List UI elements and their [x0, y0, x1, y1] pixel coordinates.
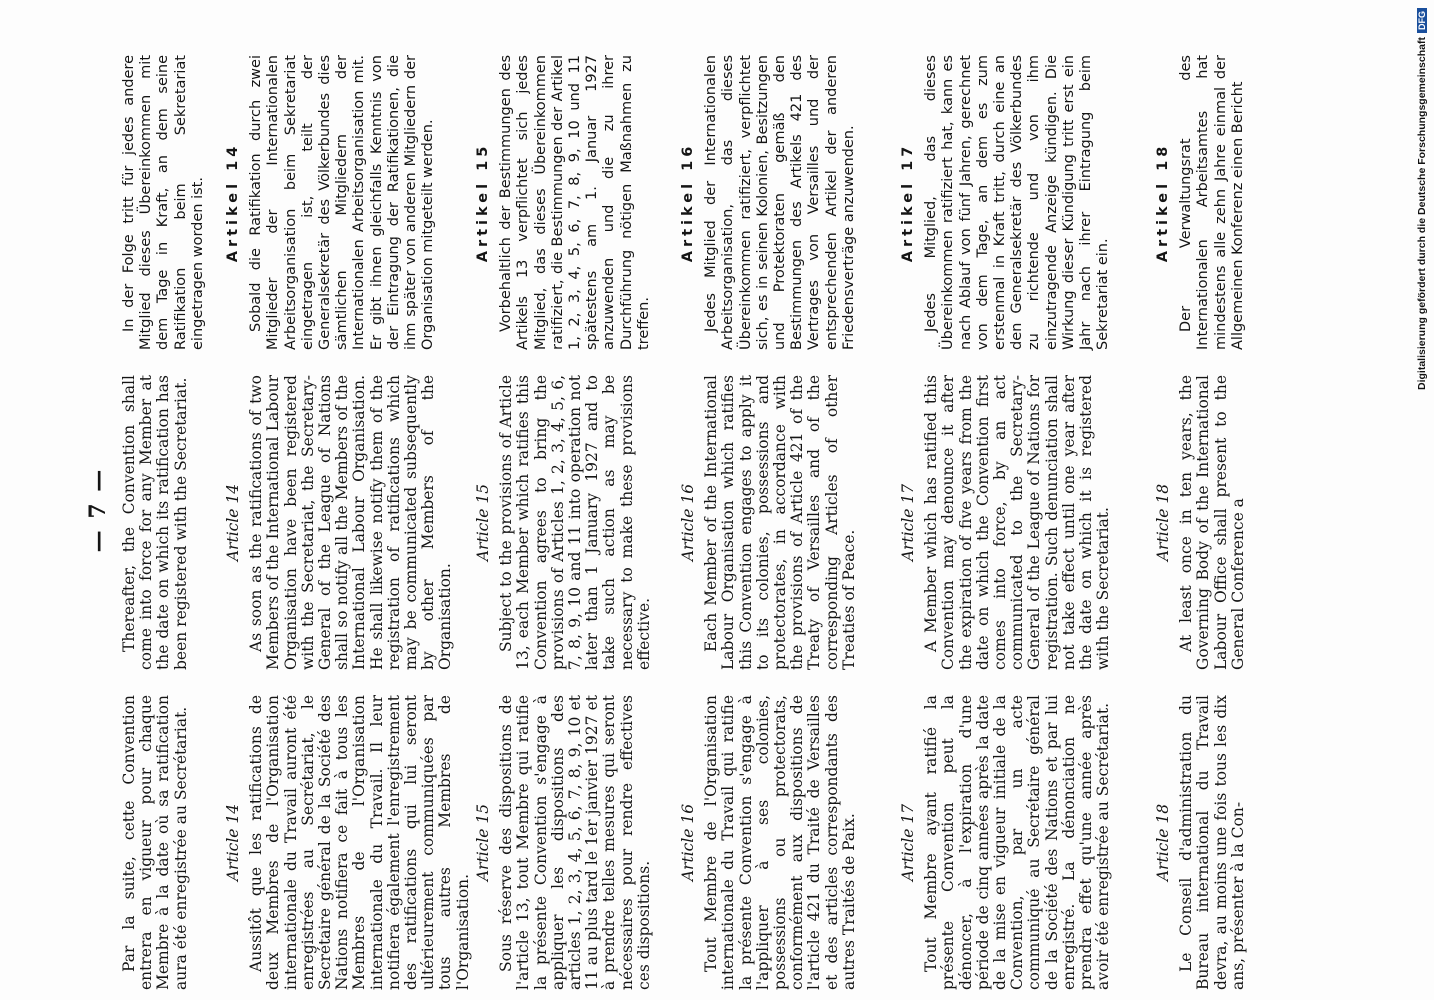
german-column	[225, 55, 437, 350]
english-column	[225, 375, 455, 670]
german-column	[900, 55, 1112, 350]
german-column	[680, 55, 858, 350]
article-heading: Article 15	[474, 803, 492, 882]
section-text: A Member which has ratified this Convention may denounce it after the expiration of five years from the date on which the Convention first comes into force, by an act communicated to the Secretary-General of the League of Nations for registration. Such denunciation shall not take effect until one year after the date on which it is registered with the Secretariat.	[922, 375, 1113, 670]
article-heading: Artikel 17	[900, 142, 916, 263]
section-text: At least once in ten years, the Governing Body of the International Labour Office shall present to the General Conference a	[1177, 375, 1247, 670]
dfg-logo: DFG	[1417, 8, 1427, 33]
digitization-credit	[1416, 10, 1432, 390]
english-column	[121, 375, 190, 670]
section-text: Tout Membre de l'Organisation internationale du Travail qui ratifie la présente Convention s'engage à l'appliquer à ses colonies, possessions ou protectorats, conformément aux dispositions de l'article 421 du Traité de Versailles et des articles correspondants des autres Traités de Paix.	[702, 695, 858, 990]
section-text: Thereafter, the Convention shall come into force for any Member at the date on which its ratification has been registered with the Secretariat.	[120, 375, 190, 670]
article-heading: Article 14	[224, 483, 242, 562]
article-heading: Artikel 15	[475, 142, 491, 263]
french-column	[225, 695, 472, 990]
section-text: Le Conseil d'administration du Bureau international du Travail devra, au moins une fois tous les dix ans, présenter à la Con-	[1177, 695, 1247, 990]
section-text: Jedes Mitglied der Internationalen Arbeitsorganisation, das dieses Übereinkommen ratifiziert, verpflichtet sich, es in seinen Kolonien, Besitzungen und Protektoraten gemäß den Bestimmungen des Artikels 421 des Vertrages von Versailles und der entsprechenden Artikel der anderen Friedensverträge anzuwenden.	[703, 55, 857, 350]
french-column	[121, 695, 190, 990]
english-column	[1155, 375, 1247, 670]
section-text: Der Verwaltungsrat des Internationalen Arbeitsamtes hat mindestens alle zehn Jahre einmal der Allgemeinen Konferenz einen Bericht	[1178, 55, 1246, 350]
english-column	[680, 375, 858, 670]
article-heading: Article 18	[1154, 803, 1172, 882]
article-heading: Article 17	[899, 483, 917, 562]
section-text: Aussitôt que les ratifications de deux Membres de l'Organisation internationale du Travail auront été enregistrées au Secrétariat, le Secrétaire général de la Société des Nations notifiera ce fait à tous les Membres de l'Organisation internationale du Travail. Il leur notifiera également l'enregistrement des ratifications qui lui seront ultérieurement communiquées par tous autres Membres de l'Organisation.	[247, 695, 472, 990]
english-column	[900, 375, 1112, 670]
section-text: Sous réserve des dispositions de l'article 13, tout Membre qui ratifie la présente Convention s'engage à appliquer les dispositions des articles 1, 2, 3, 4, 5, 6, 7, 8, 9, 10 et 11 au plus tard le 1er janvier 1927 et à prendre telles mesures qui seront nécessaires pour rendre effectives ces dispositions.	[497, 695, 653, 990]
french-column	[475, 695, 653, 990]
page-number: — 7 —	[85, 467, 111, 553]
article-heading: Artikel 18	[1155, 142, 1171, 263]
section-text: Each Member of the International Labour Organisation which ratifies this Convention engages to apply it to its colonies, possessions and protectorates, in accordance with the provisions of Article 421 of the Treaty of Versailles and of the corresponding Articles of other Treaties of Peace.	[702, 375, 858, 670]
article-heading: Article 14	[224, 803, 242, 882]
german-column	[121, 55, 207, 350]
section-text: Tout Membre ayant ratifié la présente Convention peut la dénoncer, à l'expiration d'une période de cinq années après la date de la mise en vigueur initiale de la Convention, par un acte communiqué au Secrétaire général de la Société des Nations et par lui enregistré. La dénonciation ne prendra effet qu'une année après avoir été enregistrée au Secrétariat.	[922, 695, 1113, 990]
article-heading: Article 16	[679, 803, 697, 882]
section-text: Par la suite, cette Convention entrera en vigueur pour chaque Membre à la date où sa ratification aura été enregistrée au Secrétariat.	[120, 695, 190, 990]
section-text: Subject to the provisions of Article 13, each Member which ratifies this Convention agrees to bring the provisions of Articles 1, 2, 3, 4, 5, 6, 7, 8, 9, 10 and 11 into operation not later than 1 January 1927 and to take such action as may be necessary to make these provisions effective.	[497, 375, 653, 670]
article-heading: Article 18	[1154, 483, 1172, 562]
french-column	[1155, 695, 1247, 990]
article-heading: Artikel 14	[225, 142, 241, 263]
section-text: Sobald die Ratifikation durch zwei Mitglieder der Internationalen Arbeitsorganisation beim Sekretariat eingetragen ist, teilt der Generalsekretär des Völkerbundes dies sämtlichen Mitgliedern der Internationalen Arbeitsorganisation mit. Er gibt ihnen gleichfalls Kenntnis von der Eintragung der Ratifikationen, die ihm später von anderen Mitgliedern der Organisation mitgeteilt werden.	[248, 55, 437, 350]
article-heading: Artikel 16	[680, 142, 696, 263]
french-column	[680, 695, 858, 990]
german-column	[475, 55, 653, 350]
section-text: Jedes Mitglied, das dieses Übereinkommen ratifiziert hat, kann es nach Ablauf von fünf Jahren, gerechnet von dem Tage, an dem es zum erstenmal in Kraft tritt, durch eine an den Generalsekretär des Völkerbundes zu richtende und von ihm einzutragende Anzeige kündigen. Die Wirkung dieser Kündigung tritt erst ein Jahr nach ihrer Eintragung beim Sekretariat ein.	[923, 55, 1112, 350]
rotated-text-frame	[85, 30, 1315, 990]
credit-text: Digitalisierung gefördert durch die Deutsche Forschungsgemeinschaft	[1416, 37, 1428, 390]
french-column	[900, 695, 1112, 990]
section-text: In der Folge tritt für jedes andere Mitglied dieses Übereinkommen mit dem Tage in Kraft, an dem seine Ratifikation beim Sekretariat eingetragen worden ist.	[121, 55, 206, 350]
article-heading: Article 16	[679, 483, 697, 562]
article-heading: Article 15	[474, 483, 492, 562]
article-heading: Article 17	[899, 803, 917, 882]
german-column	[1155, 55, 1247, 350]
english-column	[475, 375, 653, 670]
section-text: Vorbehaltlich der Bestimmungen des Artikels 13 verpflichtet sich jedes Mitglied, das dieses Übereinkommen ratifiziert, die Bestimmungen der Artikel 1, 2, 3, 4, 5, 6, 7, 8, 9, 10 und 11 spätestens am 1. Januar 1927 anzuwenden und die zu ihrer Durchführung nötigen Maßnahmen zu treffen.	[498, 55, 652, 350]
section-text: As soon as the ratifications of two Members of the International Labour Organisation have been registered with the Secretariat, the Secretary-General of the League of Nations shall so notify all the Members of the International Labour Organisation. He shall likewise notify them of the registration of ratifications which may be communicated subsequently by other Members of the Organisation.	[247, 375, 455, 670]
